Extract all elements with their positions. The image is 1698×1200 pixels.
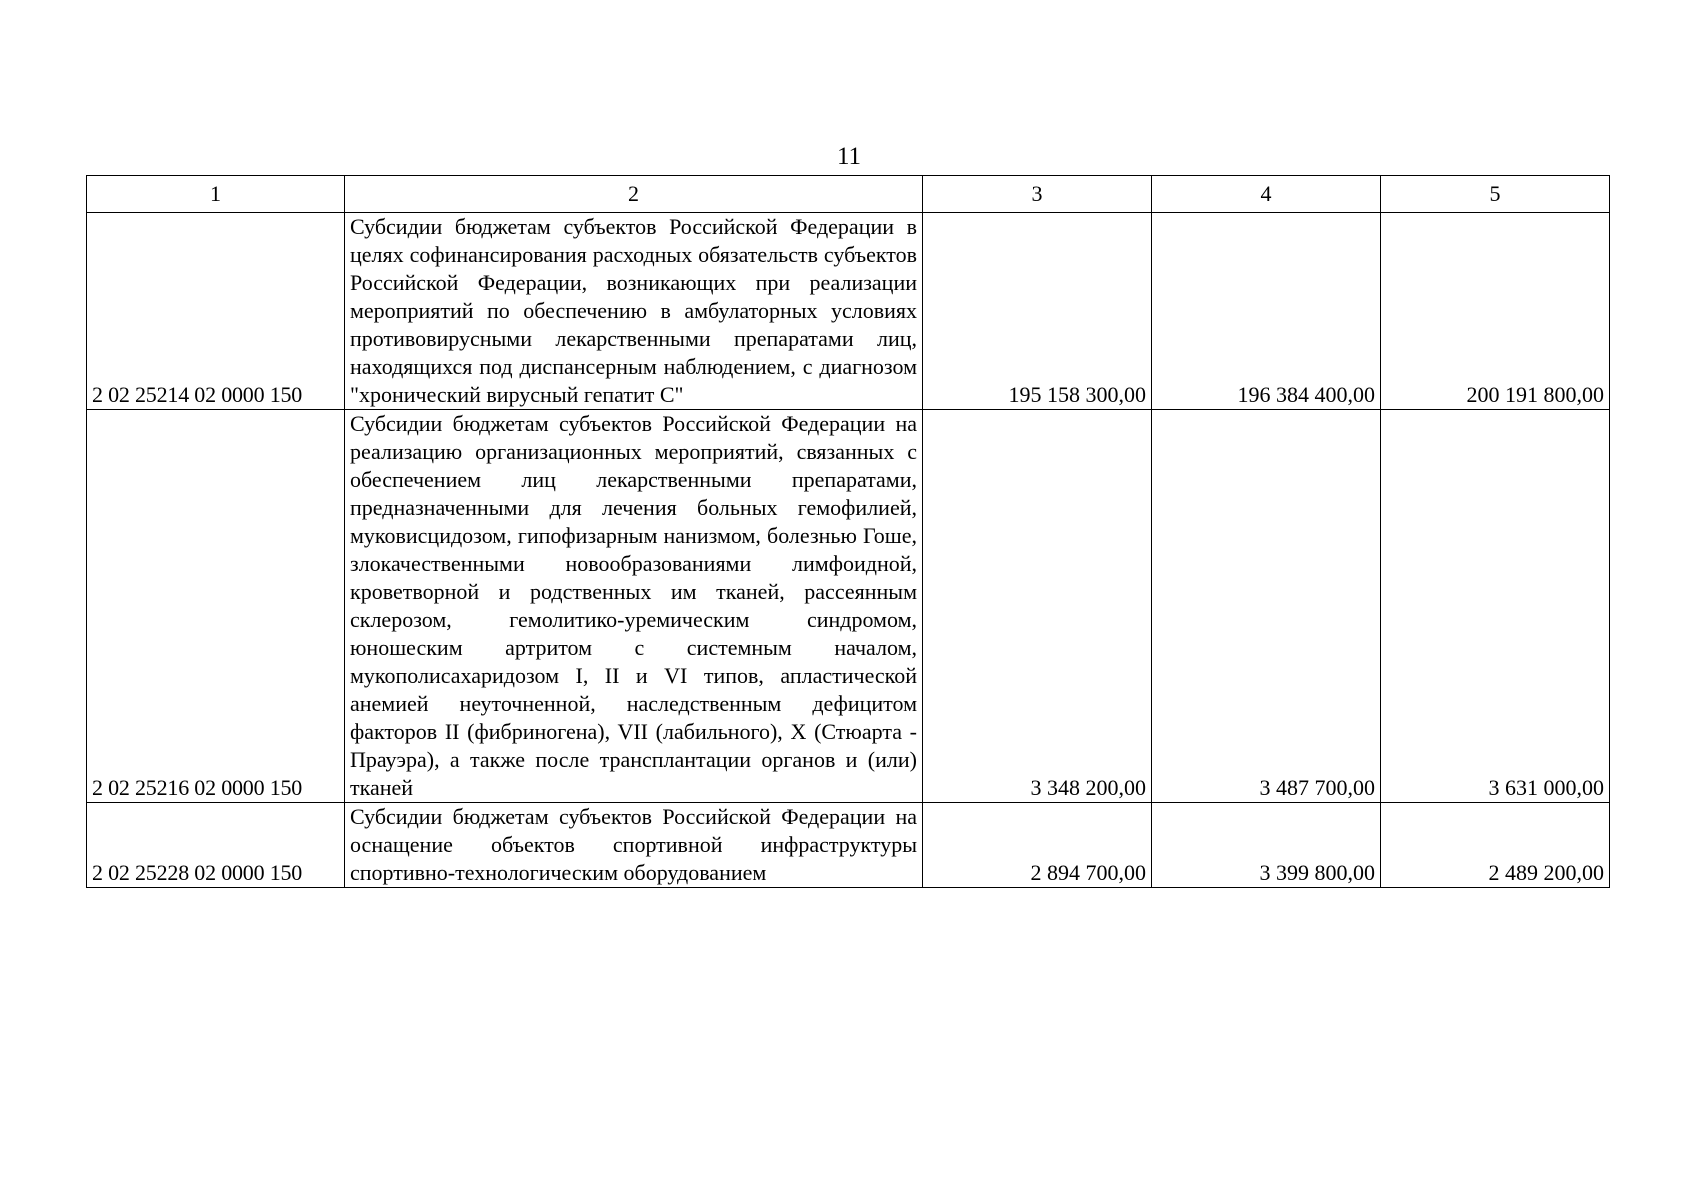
amount-col3: 195 158 300,00 <box>923 213 1152 410</box>
column-header-4: 4 <box>1152 176 1381 213</box>
budget-code: 2 02 25216 02 0000 150 <box>87 410 345 803</box>
subsidy-description: Субсидии бюджетам субъектов Российской Федерации в целях софинансирования расходных обязательств субъектов Российской Федерации, возникающих при реализации мероприятий по обеспечению в амбулаторных условиях противовирусными лекарственными препаратами лиц, находящихся под диспансерным наблюдением, с диагнозом "хронический вирусный гепатит С" <box>345 213 923 410</box>
table-row <box>87 213 1610 410</box>
table-header-row <box>87 176 1610 213</box>
amount-col4: 196 384 400,00 <box>1152 213 1381 410</box>
amount-col3: 2 894 700,00 <box>923 803 1152 888</box>
amount-col5: 3 631 000,00 <box>1381 410 1610 803</box>
amount-col5: 2 489 200,00 <box>1381 803 1610 888</box>
amount-col4: 3 487 700,00 <box>1152 410 1381 803</box>
column-header-3: 3 <box>923 176 1152 213</box>
subsidy-description: Субсидии бюджетам субъектов Российской Федерации на реализацию организационных мероприятий, связанных с обеспечением лиц лекарственными препаратами, предназначенными для лечения больных гемофилией, муковисцидозом, гипофизарным нанизмом, болезнью Гоше, злокачественными новообразованиями лимфоидной, кроветворной и родственных им тканей, рассеянным склерозом, гемолитико-уремическим синдромом, юношеским артритом с системным началом, мукополисахаридозом I, II и VI типов, апластической анемией неуточненной, наследственным дефицитом факторов II (фибриногена), VII (лабильного), X (Стюарта - Прауэра), а также после трансплантации органов и (или) тканей <box>345 410 923 803</box>
table-row <box>87 803 1610 888</box>
amount-col3: 3 348 200,00 <box>923 410 1152 803</box>
column-header-1: 1 <box>87 176 345 213</box>
budget-code: 2 02 25214 02 0000 150 <box>87 213 345 410</box>
page-number: 11 <box>836 143 862 170</box>
subsidy-description: Субсидии бюджетам субъектов Российской Федерации на оснащение объектов спортивной инфраструктуры спортивно-технологическим оборудованием <box>345 803 923 888</box>
amount-col5: 200 191 800,00 <box>1381 213 1610 410</box>
amount-col4: 3 399 800,00 <box>1152 803 1381 888</box>
budget-code: 2 02 25228 02 0000 150 <box>87 803 345 888</box>
table-row <box>87 410 1610 803</box>
budget-table <box>86 175 1610 888</box>
column-header-5: 5 <box>1381 176 1610 213</box>
column-header-2: 2 <box>345 176 923 213</box>
